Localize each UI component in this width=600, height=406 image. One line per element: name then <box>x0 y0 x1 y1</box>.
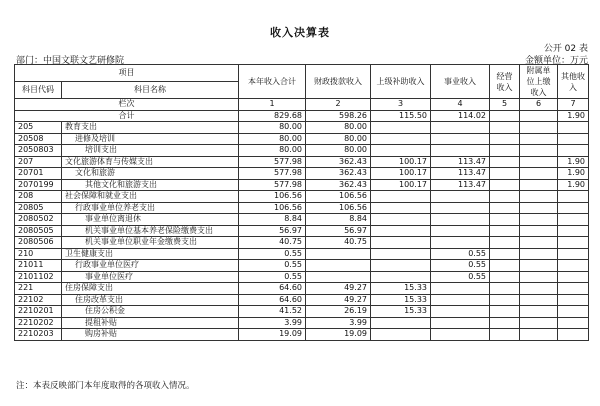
amount-cell: 40.75 <box>306 237 371 249</box>
col-number: 2 <box>306 99 371 111</box>
amount-cell <box>371 122 431 134</box>
amount-cell <box>520 260 558 272</box>
amount-cell <box>371 214 431 226</box>
amount-cell <box>371 248 431 260</box>
amount-cell <box>490 283 520 295</box>
amount-cell: 1.90 <box>558 156 589 168</box>
amount-cell: 19.09 <box>306 329 371 341</box>
subject-code: 205 <box>15 122 62 134</box>
subject-code: 208 <box>15 191 62 203</box>
amount-cell <box>306 248 371 260</box>
subject-name: 机关事业单位职业年金缴费支出 <box>62 237 239 249</box>
amount-cell <box>558 329 589 341</box>
amount-cell: 49.27 <box>306 294 371 306</box>
amount-cell <box>371 329 431 341</box>
amount-cell <box>520 214 558 226</box>
total-label: 合计 <box>15 110 239 122</box>
department-label: 部门：中国文联文艺研修院 <box>16 56 125 66</box>
amount-cell <box>558 283 589 295</box>
amount-cell: 0.55 <box>431 248 490 260</box>
table-row <box>15 329 589 341</box>
amount-cell <box>490 225 520 237</box>
header-col6: 附属单位上缴收入 <box>520 65 558 99</box>
amount-cell <box>490 306 520 318</box>
amount-cell <box>558 248 589 260</box>
amount-cell: 56.97 <box>306 225 371 237</box>
amount-cell <box>431 202 490 214</box>
amount-cell <box>558 306 589 318</box>
amount-cell: 362.43 <box>306 168 371 180</box>
header-code: 科目代码 <box>15 82 62 99</box>
subject-name: 提租补贴 <box>62 317 239 329</box>
amount-cell <box>558 133 589 145</box>
subject-name: 卫生健康支出 <box>62 248 239 260</box>
subject-code: 2050803 <box>15 145 62 157</box>
amount-cell <box>490 260 520 272</box>
amount-cell: 3.99 <box>306 317 371 329</box>
amount-cell <box>558 237 589 249</box>
amount-cell <box>520 329 558 341</box>
amount-cell: 113.47 <box>431 168 490 180</box>
amount-cell <box>520 191 558 203</box>
amount-cell <box>558 317 589 329</box>
amount-cell <box>520 145 558 157</box>
amount-cell <box>431 294 490 306</box>
amount-cell: 0.55 <box>239 260 306 272</box>
header-name: 科目名称 <box>62 82 239 99</box>
subject-code: 20508 <box>15 133 62 145</box>
subject-code: 2210201 <box>15 306 62 318</box>
amount-cell <box>371 191 431 203</box>
amount-cell <box>558 214 589 226</box>
page-title: 收入决算表 <box>270 26 330 39</box>
amount-cell: 577.98 <box>239 156 306 168</box>
amount-cell: 1.90 <box>558 179 589 191</box>
header-col2: 财政拨款收入 <box>306 65 371 99</box>
subject-name: 行政事业单位养老支出 <box>62 202 239 214</box>
subject-code: 22102 <box>15 294 62 306</box>
table-row <box>15 214 589 226</box>
amount-cell <box>490 168 520 180</box>
table-row <box>15 248 589 260</box>
amount-cell <box>306 260 371 272</box>
amount-cell <box>490 317 520 329</box>
amount-cell <box>520 133 558 145</box>
amount-cell <box>371 225 431 237</box>
amount-cell: 80.00 <box>239 133 306 145</box>
subject-name: 教育支出 <box>62 122 239 134</box>
header-col3: 上级补助收入 <box>371 65 431 99</box>
table-row <box>15 191 589 203</box>
amount-cell <box>490 248 520 260</box>
amount-cell: 100.17 <box>371 179 431 191</box>
amount-cell <box>558 294 589 306</box>
amount-cell <box>431 306 490 318</box>
amount-cell: 15.33 <box>371 294 431 306</box>
amount-cell <box>520 283 558 295</box>
table-row <box>15 202 589 214</box>
subject-code: 20805 <box>15 202 62 214</box>
total-cell: 1.90 <box>558 110 589 122</box>
amount-cell: 106.56 <box>239 191 306 203</box>
table-row <box>15 260 589 272</box>
subject-name: 行政事业单位医疗 <box>62 260 239 272</box>
amount-cell: 106.56 <box>306 191 371 203</box>
amount-cell: 100.17 <box>371 156 431 168</box>
subject-name: 文化旅游体育与传媒支出 <box>62 156 239 168</box>
amount-cell <box>520 225 558 237</box>
subject-name: 住房保障支出 <box>62 283 239 295</box>
amount-cell <box>431 214 490 226</box>
amount-cell: 577.98 <box>239 168 306 180</box>
header-col4: 事业收入 <box>431 65 490 99</box>
amount-cell <box>490 122 520 134</box>
lanci-label: 栏次 <box>15 99 239 111</box>
header-col5: 经营收入 <box>490 65 520 99</box>
subject-code: 2080505 <box>15 225 62 237</box>
amount-cell: 362.43 <box>306 179 371 191</box>
income-table <box>14 64 589 341</box>
amount-cell <box>558 225 589 237</box>
col-number: 1 <box>239 99 306 111</box>
col-number: 3 <box>371 99 431 111</box>
unit-label: 金额单位：万元 <box>524 56 588 66</box>
subject-name: 住房改革支出 <box>62 294 239 306</box>
amount-cell: 15.33 <box>371 306 431 318</box>
header-item: 项目 <box>15 65 239 82</box>
col-number: 6 <box>520 99 558 111</box>
amount-cell <box>520 271 558 283</box>
amount-cell: 41.52 <box>239 306 306 318</box>
footnote: 注：本表反映部门本年度取得的各项收入情况。 <box>16 381 195 391</box>
amount-cell: 26.19 <box>306 306 371 318</box>
subject-code: 2210203 <box>15 329 62 341</box>
amount-cell <box>431 283 490 295</box>
subject-name: 购房补贴 <box>62 329 239 341</box>
amount-cell <box>520 202 558 214</box>
col-number: 4 <box>431 99 490 111</box>
amount-cell <box>371 133 431 145</box>
subject-code: 207 <box>15 156 62 168</box>
amount-cell: 64.60 <box>239 283 306 295</box>
amount-cell: 3.99 <box>239 317 306 329</box>
amount-cell <box>520 317 558 329</box>
amount-cell: 8.84 <box>306 214 371 226</box>
amount-cell <box>490 329 520 341</box>
amount-cell <box>431 133 490 145</box>
table-row <box>15 317 589 329</box>
table-row <box>15 156 589 168</box>
amount-cell <box>431 145 490 157</box>
amount-cell: 362.43 <box>306 156 371 168</box>
table-row <box>15 179 589 191</box>
amount-cell <box>558 202 589 214</box>
total-cell: 115.50 <box>371 110 431 122</box>
total-cell <box>490 110 520 122</box>
subject-name: 事业单位医疗 <box>62 271 239 283</box>
total-cell <box>520 110 558 122</box>
subject-name: 其他文化和旅游支出 <box>62 179 239 191</box>
table-row <box>15 145 589 157</box>
amount-cell <box>520 294 558 306</box>
amount-cell: 80.00 <box>239 122 306 134</box>
amount-cell: 106.56 <box>306 202 371 214</box>
table-row <box>15 168 589 180</box>
table-row <box>15 306 589 318</box>
form-code: 公开 02 表 <box>543 44 588 54</box>
total-cell: 114.02 <box>431 110 490 122</box>
amount-cell: 0.55 <box>239 271 306 283</box>
amount-cell <box>431 225 490 237</box>
amount-cell <box>371 202 431 214</box>
subject-name: 事业单位离退休 <box>62 214 239 226</box>
amount-cell <box>490 133 520 145</box>
amount-cell: 8.84 <box>239 214 306 226</box>
subject-name: 文化和旅游 <box>62 168 239 180</box>
amount-cell <box>520 306 558 318</box>
amount-cell <box>431 122 490 134</box>
amount-cell: 1.90 <box>558 168 589 180</box>
amount-cell: 80.00 <box>306 133 371 145</box>
subject-code: 20701 <box>15 168 62 180</box>
amount-cell <box>490 202 520 214</box>
subject-code: 210 <box>15 248 62 260</box>
amount-cell: 15.33 <box>371 283 431 295</box>
amount-cell: 19.09 <box>239 329 306 341</box>
header-row-1 <box>15 65 589 82</box>
amount-cell <box>490 145 520 157</box>
amount-cell: 80.00 <box>239 145 306 157</box>
subject-code: 2210202 <box>15 317 62 329</box>
subject-code: 2080506 <box>15 237 62 249</box>
amount-cell <box>490 191 520 203</box>
amount-cell: 0.55 <box>239 248 306 260</box>
amount-cell <box>371 271 431 283</box>
subject-code: 2101102 <box>15 271 62 283</box>
amount-cell: 0.55 <box>431 271 490 283</box>
total-row <box>15 110 589 122</box>
amount-cell: 80.00 <box>306 145 371 157</box>
amount-cell <box>490 271 520 283</box>
subject-name: 社会保障和就业支出 <box>62 191 239 203</box>
amount-cell <box>558 271 589 283</box>
amount-cell <box>490 156 520 168</box>
col-number: 7 <box>558 99 589 111</box>
amount-cell <box>490 294 520 306</box>
column-number-row <box>15 99 589 111</box>
amount-cell <box>431 329 490 341</box>
subject-code: 221 <box>15 283 62 295</box>
amount-cell <box>490 214 520 226</box>
amount-cell <box>431 317 490 329</box>
amount-cell <box>558 260 589 272</box>
amount-cell <box>371 317 431 329</box>
subject-name: 培训支出 <box>62 145 239 157</box>
amount-cell <box>520 122 558 134</box>
total-cell: 829.68 <box>239 110 306 122</box>
amount-cell: 0.55 <box>431 260 490 272</box>
amount-cell: 64.60 <box>239 294 306 306</box>
header-col1: 本年收入合计 <box>239 65 306 99</box>
amount-cell <box>306 271 371 283</box>
amount-cell <box>371 145 431 157</box>
subject-code: 21011 <box>15 260 62 272</box>
table-row <box>15 271 589 283</box>
table-row <box>15 283 589 295</box>
amount-cell <box>558 191 589 203</box>
table-row <box>15 294 589 306</box>
amount-cell <box>520 156 558 168</box>
amount-cell <box>371 237 431 249</box>
amount-cell <box>490 237 520 249</box>
subject-name: 进修及培训 <box>62 133 239 145</box>
amount-cell <box>371 260 431 272</box>
amount-cell: 49.27 <box>306 283 371 295</box>
amount-cell: 113.47 <box>431 156 490 168</box>
col-number: 5 <box>490 99 520 111</box>
table-row <box>15 237 589 249</box>
table-row <box>15 122 589 134</box>
amount-cell: 40.75 <box>239 237 306 249</box>
subject-name: 住房公积金 <box>62 306 239 318</box>
amount-cell: 106.56 <box>239 202 306 214</box>
table-row <box>15 133 589 145</box>
subject-code: 2080502 <box>15 214 62 226</box>
amount-cell <box>558 122 589 134</box>
table-row <box>15 225 589 237</box>
amount-cell: 113.47 <box>431 179 490 191</box>
amount-cell <box>431 191 490 203</box>
amount-cell: 577.98 <box>239 179 306 191</box>
total-cell: 598.26 <box>306 110 371 122</box>
amount-cell <box>520 179 558 191</box>
amount-cell: 100.17 <box>371 168 431 180</box>
amount-cell: 80.00 <box>306 122 371 134</box>
amount-cell <box>520 248 558 260</box>
subject-name: 机关事业单位基本养老保险缴费支出 <box>62 225 239 237</box>
subject-code: 2070199 <box>15 179 62 191</box>
header-col7: 其他收入 <box>558 65 589 99</box>
amount-cell <box>520 168 558 180</box>
amount-cell <box>520 237 558 249</box>
amount-cell: 56.97 <box>239 225 306 237</box>
amount-cell <box>558 145 589 157</box>
amount-cell <box>490 179 520 191</box>
amount-cell <box>431 237 490 249</box>
